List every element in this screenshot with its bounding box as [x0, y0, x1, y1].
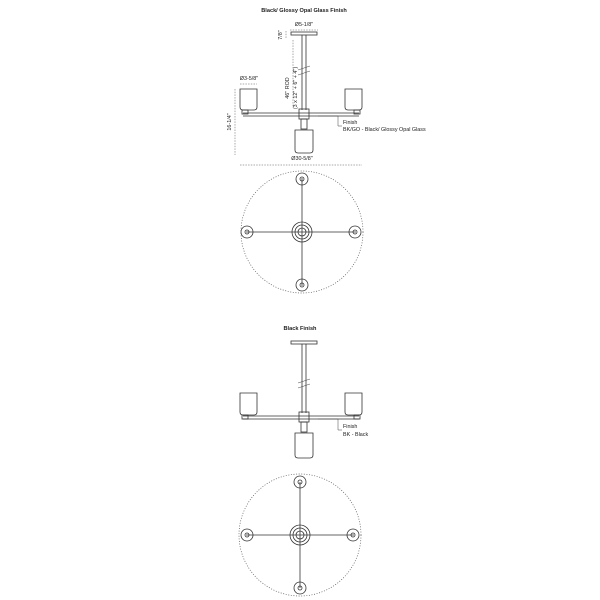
center-shade — [295, 119, 313, 153]
canopy — [278, 22, 318, 40]
canopy-diameter-label: Ø5-1/8" — [294, 22, 314, 28]
finish-value: BK/GO - Black/ Glossy Opal Glass — [343, 127, 426, 133]
section-title: Black Finish — [283, 326, 317, 332]
shade-diameter-label: Ø3-5/8" — [239, 76, 259, 82]
finish-label: Finish — [343, 424, 358, 430]
rod-length-label: 46" ROD — [285, 77, 291, 99]
finish-label: Finish — [343, 120, 358, 126]
section-bk — [239, 326, 368, 596]
rod-composition-label: (3 x 12" + 6" + 4") — [293, 66, 299, 110]
left-shade — [240, 89, 257, 114]
height-label: 16-1/4" — [227, 113, 233, 131]
stem-rod — [285, 35, 310, 110]
section-bkgo — [227, 8, 426, 293]
canopy-height-label: 7/8" — [278, 30, 284, 40]
right-shade — [345, 393, 362, 419]
stem-rod — [298, 344, 310, 413]
canopy — [291, 341, 317, 344]
section-title: Black/ Glossy Opal Glass Finish — [261, 8, 347, 14]
arms — [243, 109, 359, 119]
plan-view — [239, 474, 361, 596]
arms — [243, 412, 359, 422]
left-shade — [240, 393, 257, 419]
center-shade — [295, 422, 313, 458]
overall-diameter-label: Ø30-5/8" — [291, 156, 313, 162]
plan-view — [241, 171, 363, 293]
right-shade — [345, 89, 362, 114]
finish-value: BK - Black — [343, 432, 369, 438]
